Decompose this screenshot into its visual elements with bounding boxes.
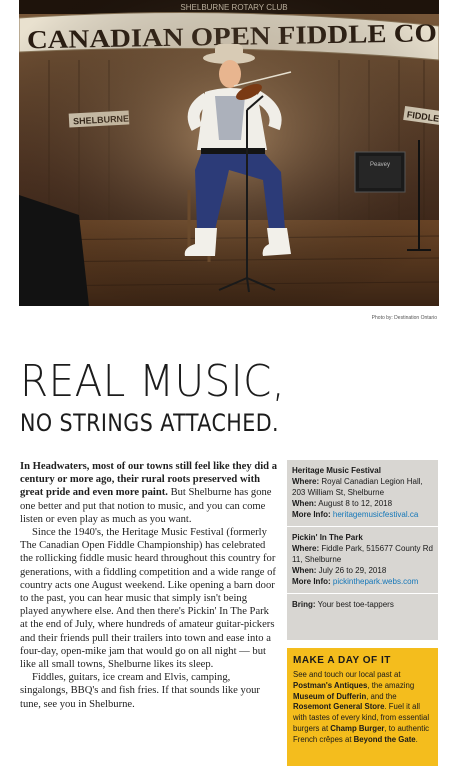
fiddler-photo-illustration [19, 0, 439, 306]
day-text-6: . [415, 734, 418, 744]
festival-where-value: Royal Canadian Legion Hall, 203 William St, Shelburne [292, 477, 423, 497]
make-a-day-box [287, 648, 438, 766]
lead-in-rest: But Shelburne has gone one better and put that notion to music, and you can come listen or even play as much as you want. [20, 487, 272, 525]
festival-website-link[interactable]: heritagemusicfestival.ca [332, 510, 419, 519]
pickin-when-label: When: [292, 566, 317, 575]
pickin-website-link[interactable]: pickinthepark.webs.com [332, 577, 419, 586]
pickin-where-label: Where: [292, 544, 320, 553]
festival-more-label: More Info: [292, 510, 331, 519]
champ-burger: Champ Burger [330, 723, 385, 733]
article-body [20, 460, 277, 711]
museum-of-dufferin: Museum of Dufferin [293, 691, 367, 701]
festival-when-value: August 8 to 12, 2018 [318, 499, 393, 508]
rosemont-general-store: Rosemont General Store [293, 702, 385, 712]
festival-section [292, 465, 433, 520]
paragraph-2: Since the 1940's, the Heritage Music Festival (formerly The Canadian Open Fiddle Championship) has celebrated the rollicking fiddle music heard throughout this country for generations, with a fiddling competition and a wide range of country acts one August weekend. Like opening a barn door to the past, you can hear music that simply isn't being played anywhere else. And then there's Pickin' In The Park at the end of July, where hundreds of amateur guitar-pickers and their friends pull their trailers into town and ease into a four-day, open-mike jam that would go on all night — but like all small towns, Shelburne likes its sleep. [20, 527, 276, 671]
beyond-the-gate: Beyond the Gate [353, 734, 416, 744]
paragraph-3: Fiddles, guitars, ice cream and Elvis, camping, singalongs, BBQ's and fish fries. If that sounds like your tune, see you in Shelburne. [20, 672, 260, 710]
article-headline [20, 356, 440, 437]
festival-when-label: When: [292, 499, 317, 508]
make-a-day-text [293, 670, 432, 746]
make-a-day-title: MAKE A DAY OF IT [293, 655, 391, 666]
day-text-3: , and the [366, 691, 397, 701]
paragraph-1 [20, 460, 277, 526]
postmans-antiques: Postman's Antiques [293, 680, 368, 690]
event-info-box [287, 460, 438, 640]
lead-in-bold: In Headwaters, most of our towns still feel like they did a century or more ago, their rural roots preserved with great pride and even more paint. [20, 461, 277, 499]
day-text-5: , to authentic French crêpes at [293, 723, 430, 744]
divider [287, 593, 438, 594]
bring-label: Bring: [292, 600, 316, 609]
festival-where-label: Where: [292, 477, 320, 486]
divider [287, 526, 438, 527]
day-text-2: , the amazing [367, 680, 415, 690]
hero-photo [19, 0, 439, 306]
festival-title: Heritage Music Festival [292, 466, 381, 475]
headline-line-2: NO STRINGS ATTACHED. [20, 409, 280, 437]
pickin-section [292, 532, 433, 587]
pickin-more-label: More Info: [292, 577, 331, 586]
day-text-1: See and touch our local past at [293, 670, 401, 679]
pickin-title: Pickin' In The Park [292, 533, 363, 542]
photo-credit: Photo by: Destination Ontario [371, 315, 437, 321]
headline-line-1: REAL MUSIC, [20, 356, 286, 407]
bring-section [292, 599, 433, 610]
bring-value: Your best toe-tappers [317, 600, 394, 609]
pickin-when-value: July 26 to 29, 2018 [318, 566, 387, 575]
pickin-where-value: Fiddle Park, 515677 County Rd 11, Shelburne [292, 544, 433, 564]
day-text-4: . Fuel it all with tastes of every kind, from essential burgers at [293, 702, 430, 733]
amp-brand-text: Peavey [369, 162, 391, 168]
